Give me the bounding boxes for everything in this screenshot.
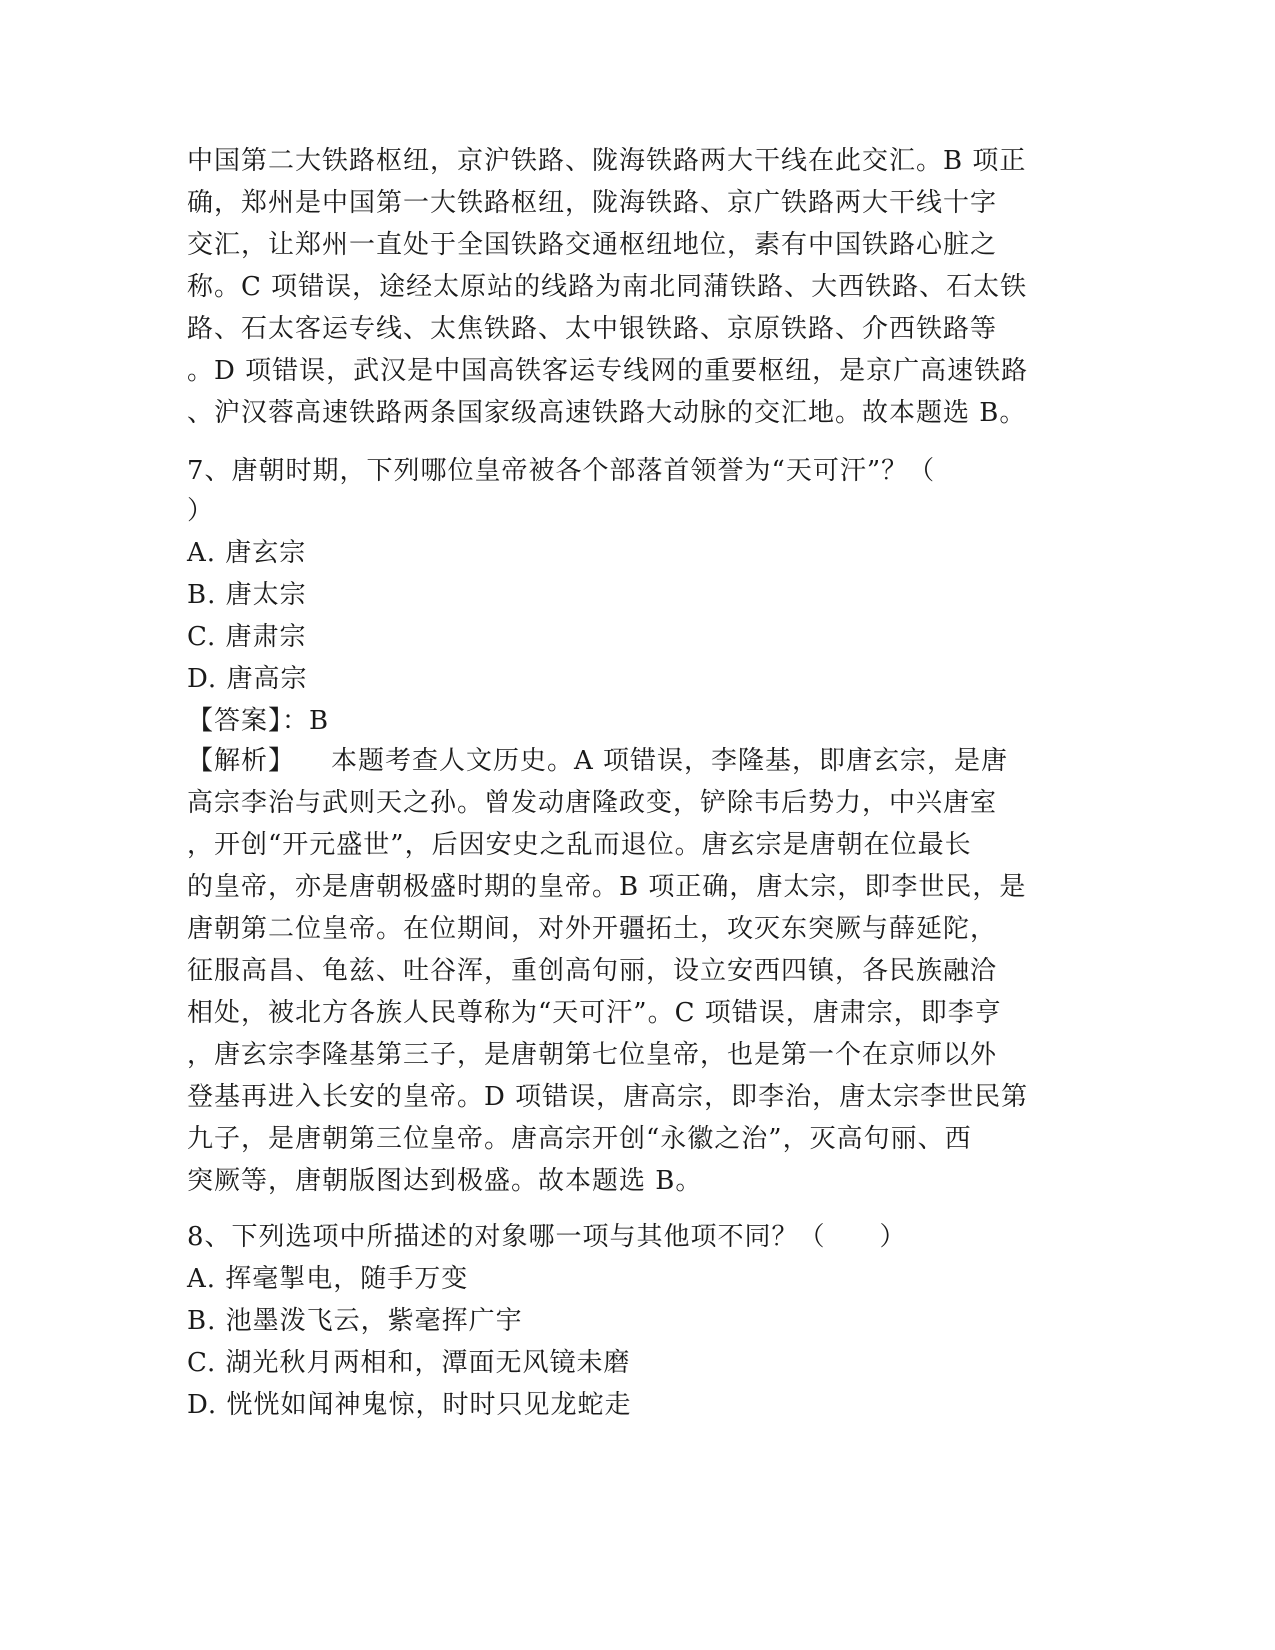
q7-analysis-line: 的皇帝，亦是唐朝极盛时期的皇帝。B 项正确，唐太宗，即李世民，是 — [187, 872, 1027, 902]
q7-stem: 7、唐朝时期，下列哪位皇帝被各个部落首领誉为“天可汗”？（ — [187, 456, 936, 486]
q7-answer: 【答案】：B — [187, 706, 330, 736]
q7-analysis-line: 九子，是唐朝第三位皇帝。唐高宗开创“永徽之治”，灭高句丽、西 — [187, 1124, 972, 1154]
q7-analysis-first-line — [187, 744, 1087, 778]
q7-option-c: C. 唐肃宗 — [187, 622, 307, 652]
q7-analysis-line: ，唐玄宗李隆基第三子，是唐朝第七位皇帝，也是第一个在京师以外 — [187, 1040, 998, 1070]
q7-analysis-line: 相处，被北方各族人民尊称为“天可汗”。C 项错误，唐肃宗，即李亨 — [187, 998, 1002, 1028]
q7-analysis-line: 唐朝第二位皇帝。在位期间，对外开疆拓土，攻灭东突厥与薛延陀， — [187, 914, 998, 944]
q7-analysis-line: 登基再进入长安的皇帝。D 项错误，唐高宗，即李治，唐太宗李世民第 — [187, 1082, 1029, 1112]
q6-analysis-line: 中国第二大铁路枢纽，京沪铁路、陇海铁路两大干线在此交汇。B 项正 — [187, 146, 1027, 176]
q7-option-b: B. 唐太宗 — [187, 580, 307, 610]
q6-analysis-line: 称。C 项错误，途经太原站的线路为南北同蒲铁路、大西铁路、石太铁 — [187, 272, 1028, 302]
q8-option-d: D. 恍恍如闻神鬼惊，时时只见龙蛇走 — [187, 1390, 632, 1420]
q7-analysis-line: 高宗李治与武则天之孙。曾发动唐隆政变，铲除韦后势力，中兴唐室 — [187, 788, 998, 818]
analysis-text: 本题考查人文历史。A 项错误，李隆基，即唐玄宗，是唐 — [331, 746, 1009, 776]
q6-analysis-line: 确，郑州是中国第一大铁路枢纽，陇海铁路、京广铁路两大干线十字 — [187, 188, 998, 218]
q8-option-a: A. 挥毫掣电，随手万变 — [187, 1264, 469, 1294]
q8-option-b: B. 池墨泼飞云，紫毫挥广宇 — [187, 1306, 523, 1336]
q7-analysis-line: 征服高昌、龟兹、吐谷浑，重创高句丽，设立安西四镇，各民族融洽 — [187, 956, 998, 986]
q7-analysis-line: 突厥等，唐朝版图达到极盛。故本题选 B。 — [187, 1166, 703, 1196]
q6-analysis-line: 路、石太客运专线、太焦铁路、太中银铁路、京原铁路、介西铁路等 — [187, 314, 998, 344]
q8-option-c: C. 湖光秋月两相和，潭面无风镜未磨 — [187, 1348, 631, 1378]
q6-analysis-line: 交汇，让郑州一直处于全国铁路交通枢纽地位，素有中国铁路心脏之 — [187, 230, 998, 260]
q7-analysis-line: ，开创“开元盛世”，后因安史之乱而退位。唐玄宗是唐朝在位最长 — [187, 830, 972, 860]
q7-option-d: D. 唐高宗 — [187, 664, 308, 694]
q6-analysis-line: 。D 项错误，武汉是中国高铁客运专线网的重要枢纽，是京广高速铁路 — [187, 356, 1029, 386]
q7-option-a: A. 唐玄宗 — [187, 538, 307, 568]
q7-stem-continued: ） — [187, 496, 215, 526]
q6-analysis-line: 、沪汉蓉高速铁路两条国家级高速铁路大动脉的交汇地。故本题选 B。 — [187, 398, 1027, 428]
analysis-tag: 【解析】 — [187, 746, 296, 776]
q8-stem: 8、下列选项中所描述的对象哪一项与其他项不同？（ ） — [187, 1222, 907, 1252]
